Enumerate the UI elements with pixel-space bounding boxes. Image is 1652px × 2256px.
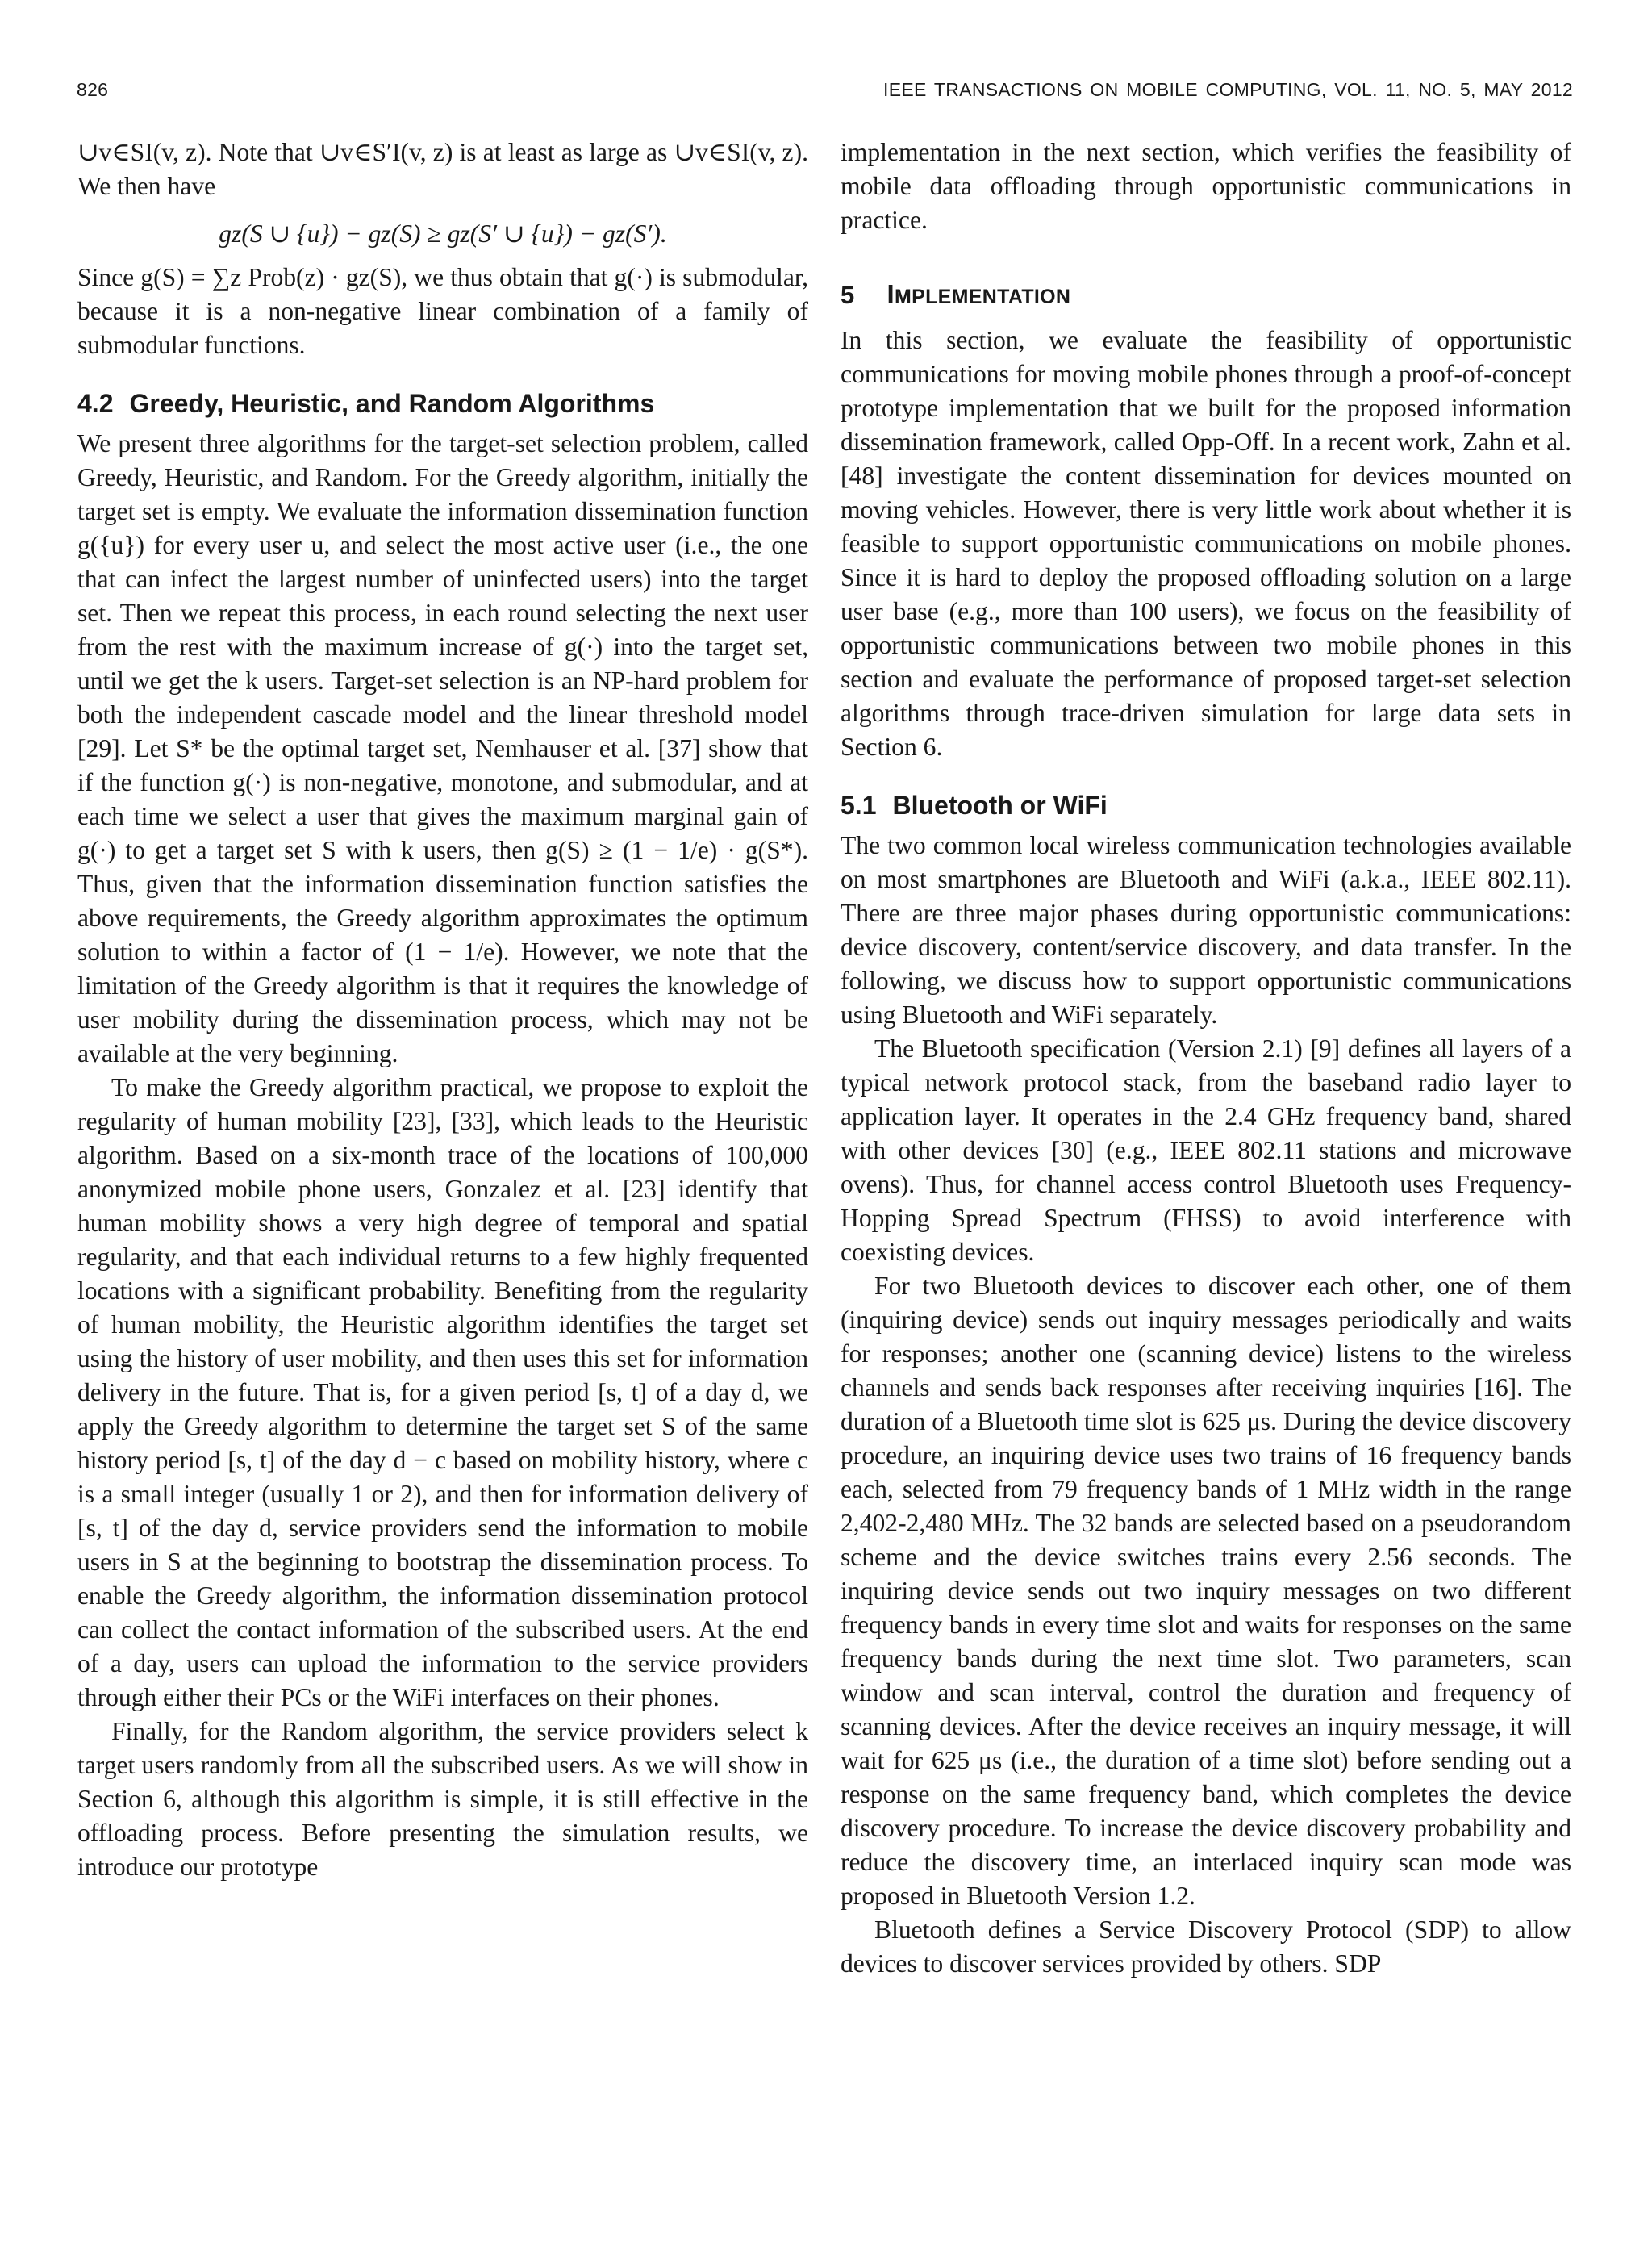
paragraph-heuristic: To make the Greedy algorithm practical, we propose to exploit the regularity of human mobility [23], [33], which leads to the Heuristic algorithm. Based on a six-month trace of the locations of 100,000 anonymized mobile phone users, Gonzalez et al. [23] identify that human mobility shows a very high degree of temporal and spatial regularity, and that each individual returns to a few highly frequented locations with a significant probability. Benefiting from the regularity of human mobility, the Heuristic algorithm identifies the target set using the history of user mobility, and then uses this set for information delivery in the future. That is, for a given period [s, t] of a day d, we apply the Greedy algorithm to determine the target set S of the same history period [s, t] of the day d − c based on mobility history, where c is a small integer (usually 1 or 2), and then for information delivery of [s, t] of the day d, service providers send the information to mobile users in S at the beginning to bootstrap the dissemination process. To enable the Greedy algorithm, the information dissemination protocol can collect the contact information of the subscribed users. At the end of a day, users can upload the information to the service providers through either their PCs or the WiFi interfaces on their phones. — [77, 1073, 808, 1711]
paragraph-greedy: We present three algorithms for the target-set selection problem, called Greedy, Heuristic, and Random. For the Greedy algorithm, initially the target set is empty. We evaluate the information dissemination function g({u}) for every user u, and select the most active user (i.e., the one that can infect the largest number of uninfected users) into the target set. Then we repeat this process, in each round selecting the next user from the rest with the maximum increase of g(·) into the target set, until we get the k users. Target-set selection is an NP-hard problem for both the independent cascade model and the linear threshold model [29]. Let S* be the optimal target set, Nemhauser et al. [37] show that if the function g(·) is non-negative, monotone, and submodular, and at each time we select a user that gives the maximum marginal gain of g(·) to get a target set S with k users, then g(S) ≥ (1 − 1/e) · g(S*). Thus, given that the information dissemination function satisfies the above requirements, the Greedy algorithm approximates the optimum solution to within a factor of (1 − 1/e). However, we note that the limitation of the Greedy algorithm is that it requires the knowledge of user mobility during the dissemination process, which may not be available at the very beginning. — [77, 429, 808, 1067]
running-head — [77, 79, 1573, 107]
paragraph-technologies: The two common local wireless communication technologies available on most smartphones are Bluetooth and WiFi (a.k.a., IEEE 802.11). There are three major phases during opportunistic communications: device discovery, content/service discovery, and data transfer. In the following, we discuss how to support opportunistic communications using Bluetooth and WiFi separately. — [841, 831, 1571, 1029]
section-4-2-heading — [77, 386, 808, 420]
section-5-1-heading — [841, 788, 1571, 822]
paragraph-sdp: Bluetooth defines a Service Discovery Protocol (SDP) to allow devices to discover services provided by others. SDP — [841, 1916, 1571, 1978]
section-number: 4.2 — [77, 389, 114, 418]
paragraph-continuation: ∪v∈SI(v, z). Note that ∪v∈S′I(v, z) is at least as large as ∪v∈SI(v, z). We then have — [77, 138, 808, 200]
section-title-initial: I — [886, 279, 895, 309]
section-title: Greedy, Heuristic, and Random Algorithms — [129, 389, 655, 418]
left-column — [77, 136, 808, 1884]
section-title-rest: MPLEMENTATION — [895, 286, 1071, 308]
section-5-heading — [841, 278, 1571, 314]
paragraph-implementation-intro: In this section, we evaluate the feasibility of opportunistic communications for moving mobile phones through a proof-of-concept prototype implementation that we built for the proposed information dissemination framework, called Opp-Off. In a recent work, Zahn et al. [48] investigate the content dissemination for devices mounted on moving vehicles. However, there is very little work about whether it is feasible to support opportunistic communications on mobile phones. Since it is hard to deploy the proposed offloading solution on a large user base (e.g., more than 100 users), we focus on the feasibility of opportunistic communications between two mobile phones in this section and evaluate the performance of proposed target-set selection algorithms through trace-driven simulation for large data sets in Section 6. — [841, 326, 1571, 761]
section-title: Bluetooth or WiFi — [892, 791, 1108, 820]
section-number: 5.1 — [841, 791, 877, 820]
paragraph-random: Finally, for the Random algorithm, the service providers select k target users randomly from all the subscribed users. As we will show in Section 6, although this algorithm is simple, it is still effective in the offloading process. Before presenting the simulation results, we introduce our prototype — [77, 1717, 808, 1881]
paragraph-submodular-conclusion: Since g(S) = ∑z Prob(z) · gz(S), we thus obtain that g(·) is submodular, because it is a non-negative linear combination of a family of submodular functions. — [77, 263, 808, 359]
paragraph-bluetooth-spec: The Bluetooth specification (Version 2.1) [9] defines all layers of a typical network protocol stack, from the baseband radio layer to application layer. It operates in the 2.4 GHz frequency band, shared with other devices [30] (e.g., IEEE 802.11 stations and microwave ovens). Thus, for channel access control Bluetooth uses Frequency-Hopping Spread Spectrum (FHSS) to avoid interference with coexisting devices. — [841, 1034, 1571, 1266]
paragraph-device-discovery: For two Bluetooth devices to discover each other, one of them (inquiring device) sends out inquiry messages periodically and waits for responses; another one (scanning device) listens to the wireless channels and sends back responses after receiving inquiries [16]. The duration of a Bluetooth time slot is 625 μs. During the device discovery procedure, an inquiring device uses two trains of 16 frequency bands each, selected from 79 frequency bands of 1 MHz width in the range 2,402-2,480 MHz. The 32 bands are selected based on a pseudorandom scheme and the device switches trains every 2.56 seconds. The inquiring device sends out two inquiry messages on two different frequency bands in every time slot and waits for responses on the same frequency bands during the next time slot. Two parameters, scan window and scan interval, control the duration and frequency of scanning devices. After the device receives an inquiry message, it will wait for 625 μs (i.e., the duration of a time slot) before sending out a response on the same frequency band, which completes the device discovery procedure. To increase the device discovery probability and reduce the discovery time, an interlaced inquiry scan mode was proposed in Bluetooth Version 1.2. — [841, 1272, 1571, 1910]
page-number: 826 — [77, 79, 109, 100]
right-column — [841, 136, 1571, 1981]
submodularity-equation: gz(S ∪ {u}) − gz(S) ≥ gz(S′ ∪ {u}) − gz(S′). — [219, 219, 667, 248]
journal-header: IEEE TRANSACTIONS ON MOBILE COMPUTING, VOL. 11, NO. 5, MAY 2012 — [883, 79, 1573, 100]
paragraph-continuation: implementation in the next section, which verifies the feasibility of mobile data offloading through opportunistic communications in practice. — [841, 138, 1571, 234]
section-number: 5 — [841, 281, 855, 309]
